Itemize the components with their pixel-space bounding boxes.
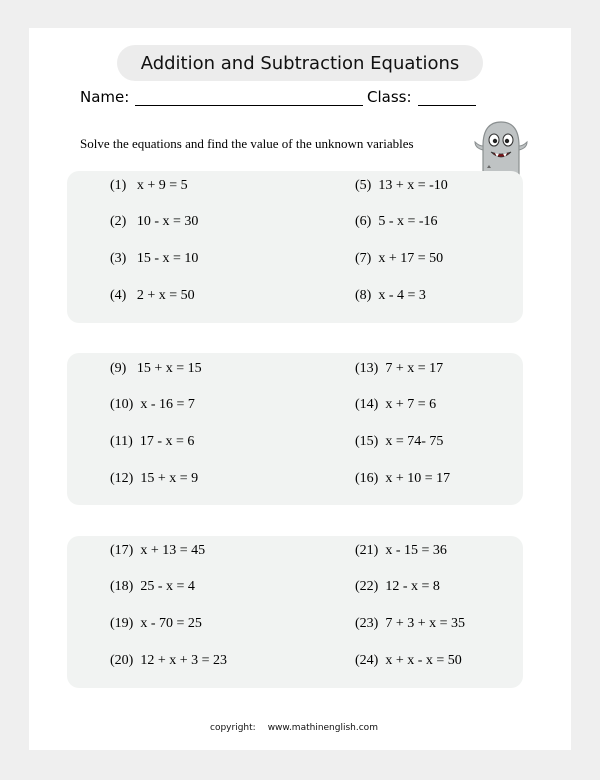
equation-item: (18) 25 - x = 4 xyxy=(110,579,195,594)
equation-item: (1) x + 9 = 5 xyxy=(110,178,188,193)
name-line[interactable] xyxy=(135,91,363,106)
equation-item: (10) x - 16 = 7 xyxy=(110,397,195,412)
equation-item: (5) 13 + x = -10 xyxy=(355,178,448,193)
equation-item: (2) 10 - x = 30 xyxy=(110,214,199,229)
worksheet-title: Addition and Subtraction Equations xyxy=(117,45,483,81)
equation-block-2 xyxy=(67,353,523,505)
class-label: Class: xyxy=(367,88,412,106)
copyright-footer xyxy=(210,723,378,733)
equation-item: (13) 7 + x = 17 xyxy=(355,361,444,376)
equation-item: (4) 2 + x = 50 xyxy=(110,288,195,303)
class-field[interactable] xyxy=(367,88,476,106)
equation-item: (9) 15 + x = 15 xyxy=(110,361,202,376)
equation-item: (11) 17 - x = 6 xyxy=(110,434,195,449)
equation-item: (16) x + 10 = 17 xyxy=(355,471,451,486)
equation-item: (3) 15 - x = 10 xyxy=(110,251,199,266)
equation-block-3 xyxy=(67,536,523,688)
equation-item: (8) x - 4 = 3 xyxy=(355,288,426,303)
equation-item: (22) 12 - x = 8 xyxy=(355,579,440,594)
equation-item: (24) x + x - x = 50 xyxy=(355,653,462,668)
website-link[interactable]: www.mathinenglish.com xyxy=(267,723,378,733)
equation-item: (14) x + 7 = 6 xyxy=(355,397,437,412)
equation-item: (21) x - 15 = 36 xyxy=(355,543,447,558)
equation-item: (6) 5 - x = -16 xyxy=(355,214,438,229)
equation-block-1 xyxy=(67,171,523,323)
copyright-label: copyright: xyxy=(210,723,256,733)
class-line[interactable] xyxy=(418,91,476,106)
equation-item: (15) x = 74- 75 xyxy=(355,434,444,449)
equation-item: (20) 12 + x + 3 = 23 xyxy=(110,653,228,668)
instructions-text: Solve the equations and find the value of the unknown variables xyxy=(80,136,414,151)
equation-item: (19) x - 70 = 25 xyxy=(110,616,202,631)
equation-item: (23) 7 + 3 + x = 35 xyxy=(355,616,466,631)
equation-item: (17) x + 13 = 45 xyxy=(110,543,206,558)
equation-item: (7) x + 17 = 50 xyxy=(355,251,444,266)
name-field[interactable] xyxy=(80,88,363,106)
equation-item: (12) 15 + x = 9 xyxy=(110,471,199,486)
worksheet-page xyxy=(29,28,571,750)
name-label: Name: xyxy=(80,88,130,106)
